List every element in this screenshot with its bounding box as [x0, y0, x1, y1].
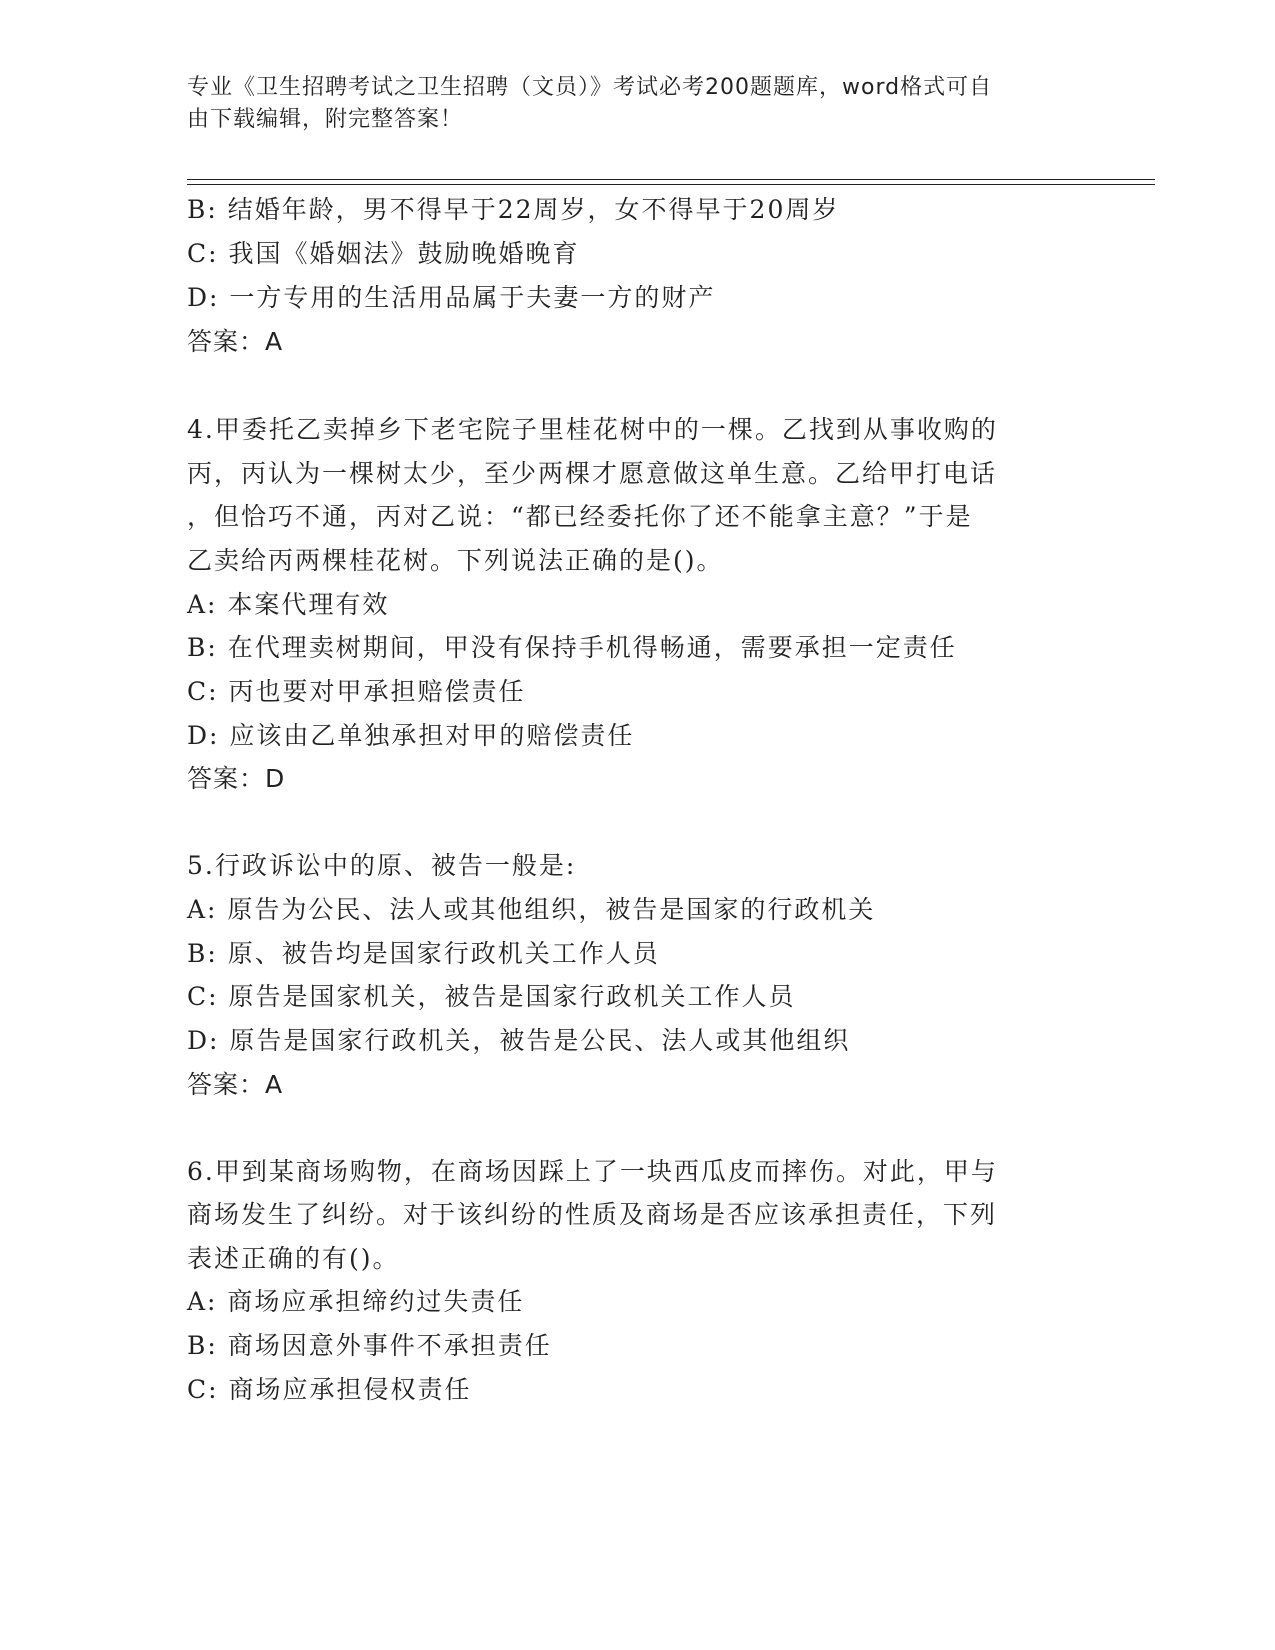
header-title-line-2: 由下载编辑，附完整答案！	[187, 107, 464, 132]
q4-option-b: B: 在代理卖树期间，甲没有保持手机得畅通，需要承担一定责任	[187, 633, 957, 662]
q4-stem-line-3: ，但恰巧不通，丙对乙说：“都已经委托你了还不能拿主意？”于是	[187, 502, 973, 531]
q4-option-c: C: 丙也要对甲承担赔偿责任	[187, 677, 526, 706]
q5-option-a: A: 原告为公民、法人或其他组织，被告是国家的行政机关	[187, 895, 876, 924]
header-rule-bottom	[187, 184, 1155, 185]
q4-stem-line-1: 4.甲委托乙卖掉乡下老宅院子里桂花树中的一棵。乙找到从事收购的	[187, 415, 998, 444]
q6-stem-line-3: 表述正确的有()。	[187, 1244, 400, 1273]
q5-option-c: C: 原告是国家机关，被告是国家行政机关工作人员	[187, 982, 796, 1011]
q5-option-b: B: 原、被告均是国家行政机关工作人员	[187, 939, 660, 968]
q4-stem-line-4: 乙卖给丙两棵桂花树。下列说法正确的是()。	[187, 546, 724, 575]
q5-stem-line-1: 5.行政诉讼中的原、被告一般是:	[187, 851, 577, 880]
q3-option-c: C: 我国《婚姻法》鼓励晚婚晚育	[187, 239, 580, 268]
header-rule-top	[187, 179, 1155, 180]
q5-option-d: D: 原告是国家行政机关，被告是公民、法人或其他组织	[187, 1026, 851, 1055]
q3-answer: 答案：A	[187, 327, 284, 356]
q4-stem-line-2: 丙，丙认为一棵树太少，至少两棵才愿意做这单生意。乙给甲打电话	[187, 459, 998, 488]
q5-answer: 答案：A	[187, 1070, 284, 1099]
q3-option-d: D: 一方专用的生活用品属于夫妻一方的财产	[187, 283, 716, 312]
header-title-line-1: 专业《卫生招聘考试之卫生招聘（文员）》考试必考200题题库，word格式可自	[187, 75, 993, 100]
q6-option-b: B: 商场因意外事件不承担责任	[187, 1331, 552, 1360]
q3-option-b: B: 结婚年龄，男不得早于22周岁，女不得早于20周岁	[187, 195, 840, 224]
q6-option-a: A: 商场应承担缔约过失责任	[187, 1287, 525, 1316]
page-header	[187, 72, 1057, 136]
q6-stem-line-1: 6.甲到某商场购物，在商场因踩上了一块西瓜皮而摔伤。对此，甲与	[187, 1157, 998, 1186]
q4-answer: 答案：D	[187, 764, 286, 793]
q4-option-a: A: 本案代理有效	[187, 590, 390, 619]
q6-option-c: C: 商场应承担侵权责任	[187, 1375, 472, 1404]
q6-stem-line-2: 商场发生了纠纷。对于该纠纷的性质及商场是否应该承担责任，下列	[187, 1200, 998, 1229]
q4-option-d: D: 应该由乙单独承担对甲的赔偿责任	[187, 721, 635, 750]
